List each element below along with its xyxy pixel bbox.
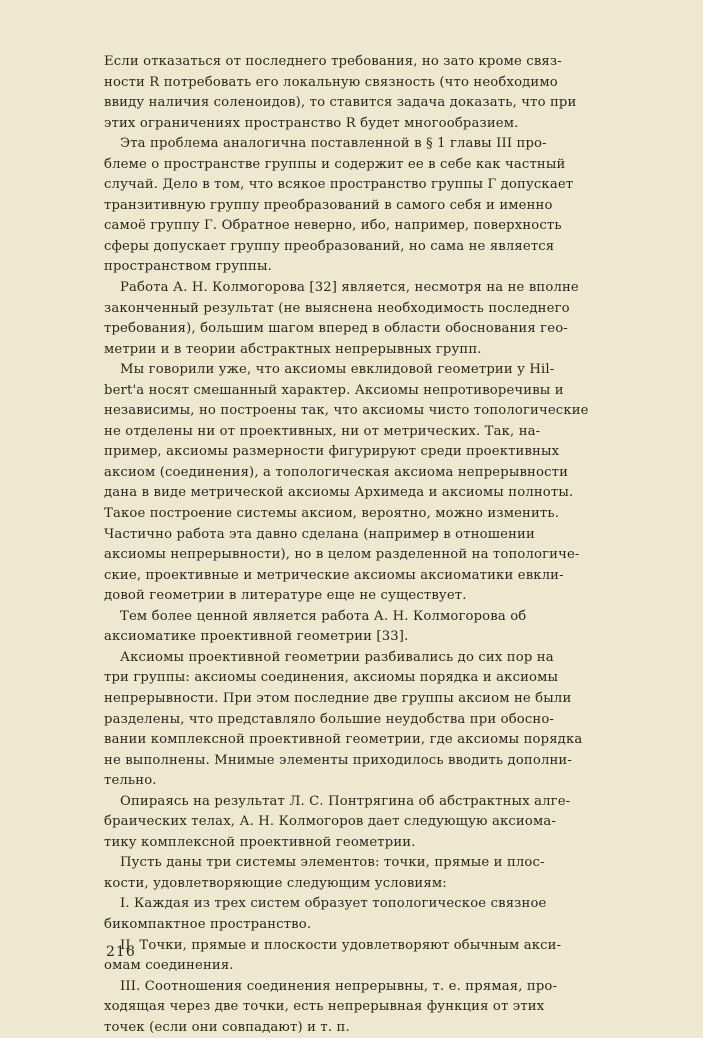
text-line: Аксиомы проективной геометрии разбивались до сих пор на xyxy=(120,649,554,665)
text-line: аксиомы непрерывности), но в целом разделенной на топологиче- xyxy=(104,547,580,563)
text-line: требования), большим шагом вперед в области обоснования гео- xyxy=(104,321,568,337)
text-line: бикомпактное пространство. xyxy=(104,916,312,932)
text-line: точек (если они совпадают) и т. п. xyxy=(104,1019,350,1035)
text-line: не выполнены. Мнимые элементы приходилось вводить дополни- xyxy=(104,752,572,768)
text-line: Мы говорили уже, что аксиомы евклидовой геометрии у Hil- xyxy=(120,362,555,378)
text-line: аксиом (соединения), а топологическая аксиома непрерывности xyxy=(104,464,569,480)
text-line: случай. Дело в том, что всякое пространство группы Г допускает xyxy=(104,177,574,193)
text-line: разделены, что представляло большие неудобства при обосно- xyxy=(104,711,555,727)
text-line: три группы: аксиомы соединения, аксиомы порядка и аксиомы xyxy=(104,670,559,686)
text-line: Частично работа эта давно сделана (например в отношении xyxy=(104,526,535,542)
page-number: 216 xyxy=(106,944,136,960)
text-line: омам соединения. xyxy=(104,958,234,974)
text-line: III. Соотношения соединения непрерывны, т. е. прямая, про- xyxy=(120,978,558,994)
text-line: тельно. xyxy=(104,773,157,789)
text-line: метрии и в теории абстрактных непрерывных групп. xyxy=(104,341,482,357)
text-line: довой геометрии в литературе еще не существует. xyxy=(104,588,467,604)
text-line: bert'а носят смешанный характер. Аксиомы непротиворечивы и xyxy=(104,382,564,398)
text-line: ходящая через две точки, есть непрерывная функция от этих xyxy=(104,999,545,1015)
text-line: независимы, но построены так, что аксиомы чисто топологические xyxy=(104,403,589,419)
text-line: пространством группы. xyxy=(104,259,272,275)
text-line: блеме о пространстве группы и содержит ее в себе как частный xyxy=(104,156,566,172)
text-line: пример, аксиомы размерности фигурируют среди проективных xyxy=(104,444,560,460)
text-line: самоё группу Г. Обратное неверно, ибо, например, поверхность xyxy=(104,218,562,234)
text-line: Тем более ценной является работа А. Н. Колмогорова об xyxy=(120,608,527,624)
text-line: законченный результат (не выяснена необходимость последнего xyxy=(104,300,570,316)
text-line: Такое построение системы аксиом, вероятно, можно изменить. xyxy=(104,506,560,522)
text-line: Опираясь на результат Л. С. Понтрягина об абстрактных алге- xyxy=(120,793,571,809)
text-line: Эта проблема аналогична поставленной в § 1 главы III про- xyxy=(120,136,547,152)
text-line: этих ограничениях пространство R будет многообразием. xyxy=(104,115,519,131)
text-line: ввиду наличия соленоидов), то ставится задача доказать, что при xyxy=(104,95,577,111)
text-line: I. Каждая из трех систем образует топологическое связное xyxy=(120,896,547,912)
text-line: вании комплексной проективной геометрии, где аксиомы порядка xyxy=(104,732,583,748)
text-line: тику комплексной проективной геометрии. xyxy=(104,834,416,850)
text-line: Пусть даны три системы элементов: точки, прямые и плос- xyxy=(120,855,545,871)
text-line: транзитивную группу преобразований в самого себя и именно xyxy=(104,197,553,213)
text-line: дана в виде метрической аксиомы Архимеда и аксиомы полноты. xyxy=(104,485,574,501)
text-line: ские, проективные и метрические аксиомы аксиоматики евкли- xyxy=(104,567,564,583)
text-line: Если отказаться от последнего требования, но зато кроме связ- xyxy=(104,54,562,69)
body-text xyxy=(104,52,624,1038)
text-line: аксиоматике проективной геометрии [33]. xyxy=(104,629,409,645)
text-line: кости, удовлетворяющие следующим условиям: xyxy=(104,875,447,891)
text-line: браических телах, А. Н. Колмогоров дает следующую аксиома- xyxy=(104,814,556,830)
text-line: не отделены ни от проективных, ни от метрических. Так, на- xyxy=(104,423,541,439)
text-line: ности R потребовать его локальную связность (что необходимо xyxy=(104,74,558,90)
text-line: непрерывности. При этом последние две группы аксиом не были xyxy=(104,690,572,706)
text-line: Работа А. Н. Колмогорова [32] является, несмотря на не вполне xyxy=(120,280,579,296)
text-line: сферы допускает группу преобразований, но сама не является xyxy=(104,238,555,254)
text-line: II. Точки, прямые и плоскости удовлетворяют обычным акси- xyxy=(120,937,562,953)
